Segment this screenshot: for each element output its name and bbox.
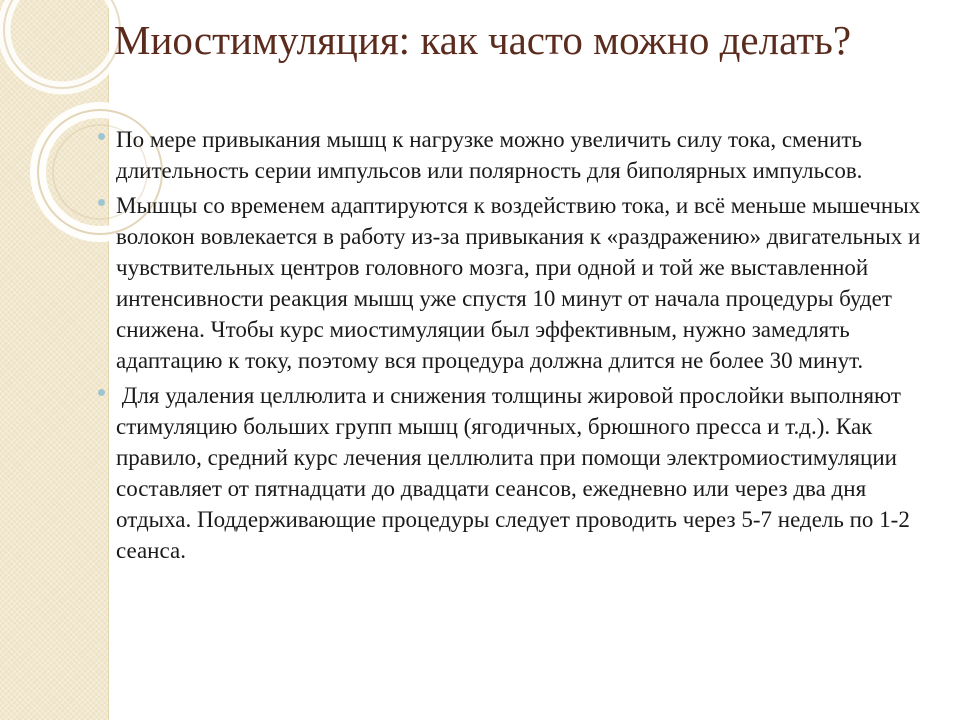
bullet-text: Мышцы со временем адаптируются к воздействию тока, и всё меньше мышечных волокон вовлекается в работу из-за привыкания к «раздражению» двигательных и чувствительных центров головного мозга, при одной и той же выставленной интенсивности реакция мышц уже спустя 10 минут от начала процедуры будет снижена. Чтобы курс миостимуляции был эффективным, нужно замедлять адаптацию к току, поэтому вся процедура должна длится не более 30 минут. xyxy=(116,193,921,373)
bullet-text: По мере привыкания мышц к нагрузке можно увеличить силу тока, сменить длительность серии импульсов или полярность для биполярных импульсов. xyxy=(116,127,863,183)
list-item xyxy=(96,190,946,376)
bullet-text: Для удаления целлюлита и снижения толщины жировой прослойки выполняют стимуляцию больших групп мышц (ягодичных, брюшного пресса и т.д.). Как правило, средний курс лечения целлюлита при помощи электромиостимуляции составляет от пятнадцати до двадцати сеансов, ежедневно или через два дня отдыха. Поддерживающие процедуры следует проводить через 5-7 недель по 1-2 сеанса. xyxy=(116,383,916,563)
bullet-dot-icon xyxy=(98,133,105,140)
bullet-dot-icon xyxy=(98,389,105,396)
slide-title: Миостимуляция: как часто можно делать? xyxy=(114,17,852,63)
bullet-dot-icon xyxy=(98,199,105,206)
list-item xyxy=(96,124,946,186)
bullet-list xyxy=(96,124,946,570)
list-item xyxy=(96,380,946,566)
